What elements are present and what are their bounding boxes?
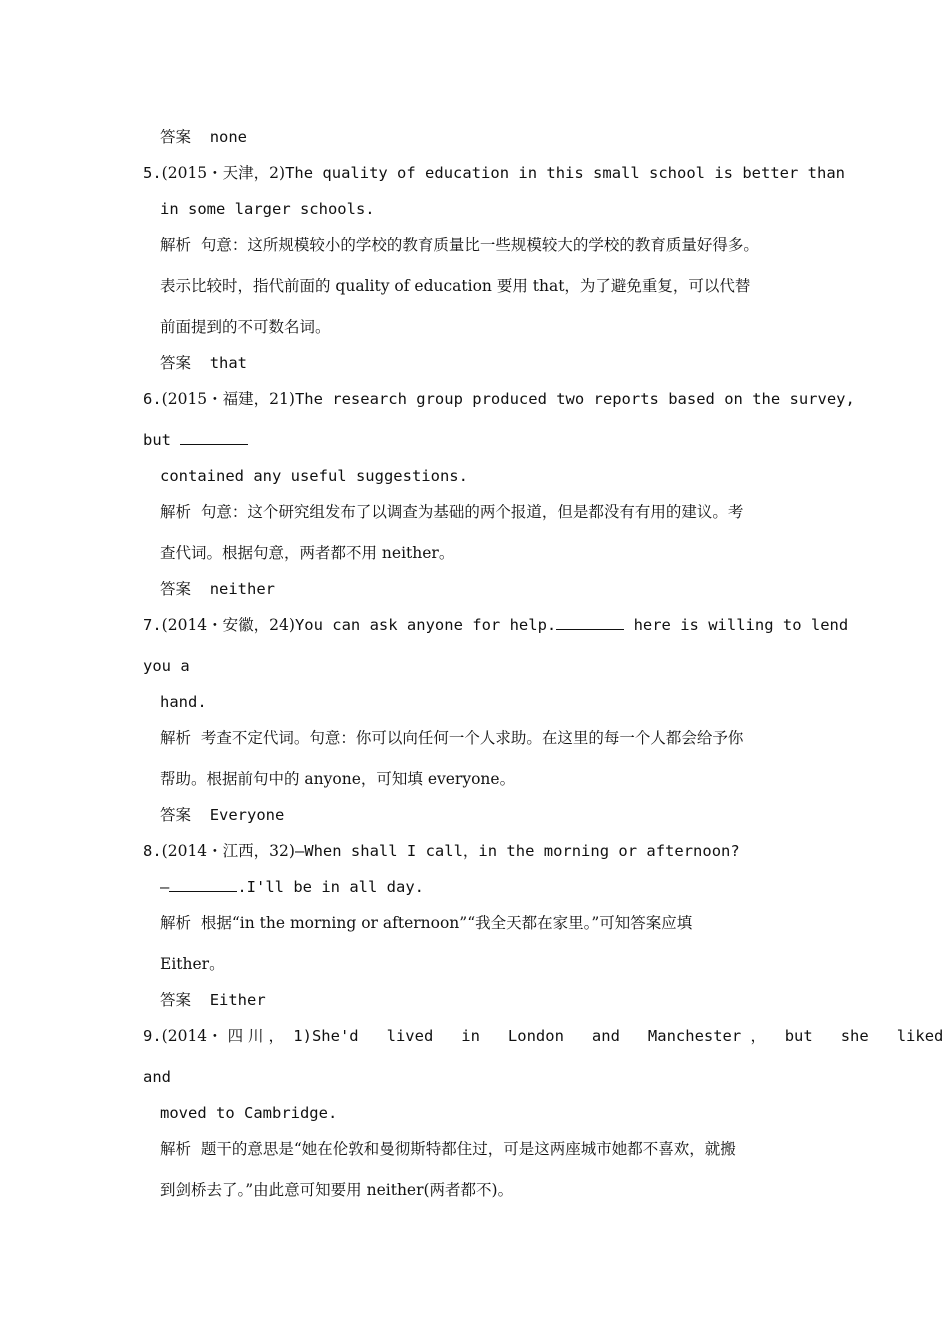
answer-blank xyxy=(556,615,624,630)
analysis-5-line-2: 表示比较时，指代前面的 quality of education 要用 that，为了避免重复，可以代替 xyxy=(160,277,751,295)
question-9-cont: and xyxy=(143,1068,171,1086)
answer-line: 答案 Everyone xyxy=(160,806,285,824)
question-9: 9.(2014・ 四 川 ， 1)She'd lived in London and Manchester ， but she liked xyxy=(143,1027,944,1045)
question-7-cont-2: hand. xyxy=(160,693,207,711)
analysis-7-line-2: 帮助。根据前句中的 anyone，可知填 everyone。 xyxy=(160,770,516,788)
analysis-9-line-1: 解析 题干的意思是“她在伦敦和曼彻斯特都住过，可是这两座城市她都不喜欢，就搬 xyxy=(160,1140,736,1158)
answer-line: 答案 none xyxy=(160,128,248,146)
question-9-cont-2: moved to Cambridge. xyxy=(160,1104,338,1122)
answer-blank xyxy=(180,430,248,445)
question-7: 7.(2014・安徽，24)You can ask anyone for help. here is willing to lend xyxy=(143,616,849,634)
analysis-5-line-1: 解析 句意：这所规模较小的学校的教育质量比一些规模较大的学校的教育质量好得多。 xyxy=(160,236,759,254)
answer-blank xyxy=(169,877,237,892)
answer-line: 答案 Either xyxy=(160,991,266,1009)
question-6-cont-2: contained any useful suggestions. xyxy=(160,467,468,485)
analysis-6-line-2: 查代词。根据句意，两者都不用 neither。 xyxy=(160,544,455,562)
question-5-cont: in some larger schools. xyxy=(160,200,375,218)
question-8-cont: — .I'll be in all day. xyxy=(160,878,424,896)
question-5: 5.(2015・天津，2)The quality of education in this small school is better than xyxy=(143,164,845,182)
analysis-5-line-3: 前面提到的不可数名词。 xyxy=(160,318,331,336)
question-6-cont: but xyxy=(143,430,248,450)
analysis-9-line-2: 到剑桥去了。”由此意可知要用 neither(两者都不)。 xyxy=(160,1181,514,1199)
analysis-8-line-1: 解析 根据“in the morning or afternoon”“我全天都在家里。”可知答案应填 xyxy=(160,914,693,932)
question-6: 6.(2015・福建，21)The research group produced two reports based on the survey, xyxy=(143,390,855,408)
question-7-cont: you a xyxy=(143,657,190,675)
analysis-8-line-2: Either。 xyxy=(160,955,225,973)
answer-line: 答案 that xyxy=(160,354,248,372)
analysis-7-line-1: 解析 考查不定代词。句意：你可以向任何一个人求助。在这里的每一个人都会给予你 xyxy=(160,729,744,747)
question-8: 8.(2014・江西，32)—When shall I call，in the morning or afternoon? xyxy=(143,842,740,860)
analysis-6-line-1: 解析 句意：这个研究组发布了以调查为基础的两个报道，但是都没有有用的建议。考 xyxy=(160,503,744,521)
answer-line: 答案 neither xyxy=(160,580,276,598)
